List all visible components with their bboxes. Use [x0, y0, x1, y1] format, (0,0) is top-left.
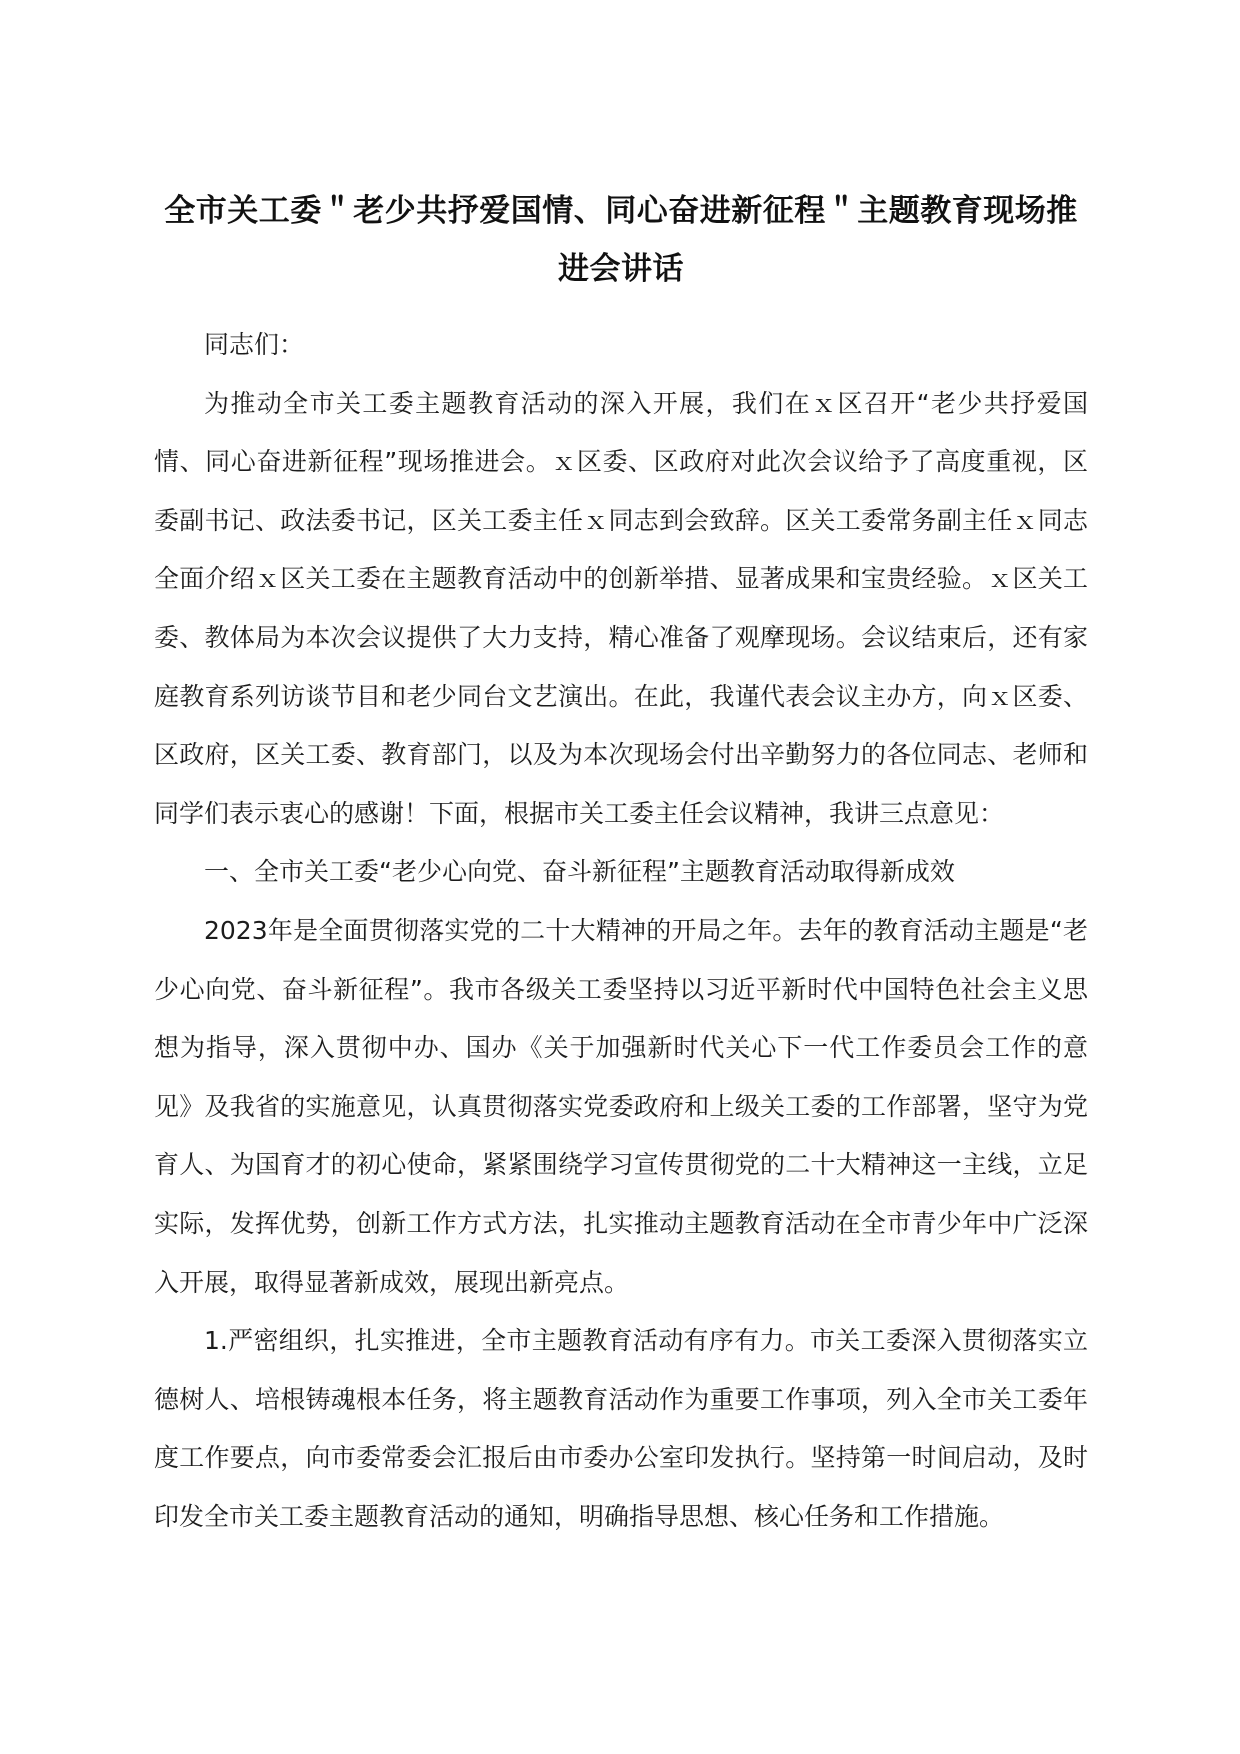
body-paragraph: 2023年是全面贯彻落实党的二十大精神的开局之年。去年的教育活动主题是“老少心向党、奋斗新征程”。我市各级关工委坚持以习近平新时代中国特色社会主义思想为指导，深入贯彻中办、国办《关于加强新时代关心下一代工作委员会工作的意见》及我省的实施意见，认真贯彻落实党委政府和上级关工委的工作部署，坚守为党育人、为国育才的初心使命，紧紧围绕学习宣传贯彻党的二十大精神这一主线，立足实际，发挥优势，创新工作方式方法，扎实推动主题教育活动在全市青少年中广泛深入开展，取得显著新成效，展现出新亮点。	[154, 915, 1088, 1297]
section-heading: 一、全市关工委“老少心向党、奋斗新征程”主题教育活动取得新成效	[204, 857, 955, 887]
document-title: 全市关工委＂老少共抒爱国情、同心奋进新征程＂主题教育现场推进会讲话	[164, 193, 1078, 287]
body-paragraph: 1.严密组织，扎实推进，全市主题教育活动有序有力。市关工委深入贯彻落实立德树人、培根铸魂根本任务，将主题教育活动作为重要工作事项，列入全市关工委年度工作要点，向市委常委会汇报后由市委办公室印发执行。坚持第一时间启动，及时印发全市关工委主题教育活动的通知，明确指导思想、核心任务和工作措施。	[154, 1326, 1088, 1531]
body-paragraph: 为推动全市关工委主题教育活动的深入开展，我们在ｘ区召开“老少共抒爱国情、同心奋进新征程”现场推进会。ｘ区委、区政府对此次会议给予了高度重视，区委副书记、政法委书记，区关工委主任ｘ同志到会致辞。区关工委常务副主任ｘ同志全面介绍ｘ区关工委在主题教育活动中的创新举措、显著成果和宝贵经验。ｘ区关工委、教体局为本次会议提供了大力支持，精心准备了观摩现场。会议结束后，还有家庭教育系列访谈节目和老少同台文艺演出。在此，我谨代表会议主办方，向ｘ区委、区政府，区关工委、教育部门，以及为本次现场会付出辛勤努力的各位同志、老师和同学们表示衷心的感谢！下面，根据市关工委主任会议精神，我讲三点意见：	[154, 388, 1088, 828]
document-body	[154, 316, 1088, 1546]
salutation: 同志们：	[204, 330, 305, 359]
